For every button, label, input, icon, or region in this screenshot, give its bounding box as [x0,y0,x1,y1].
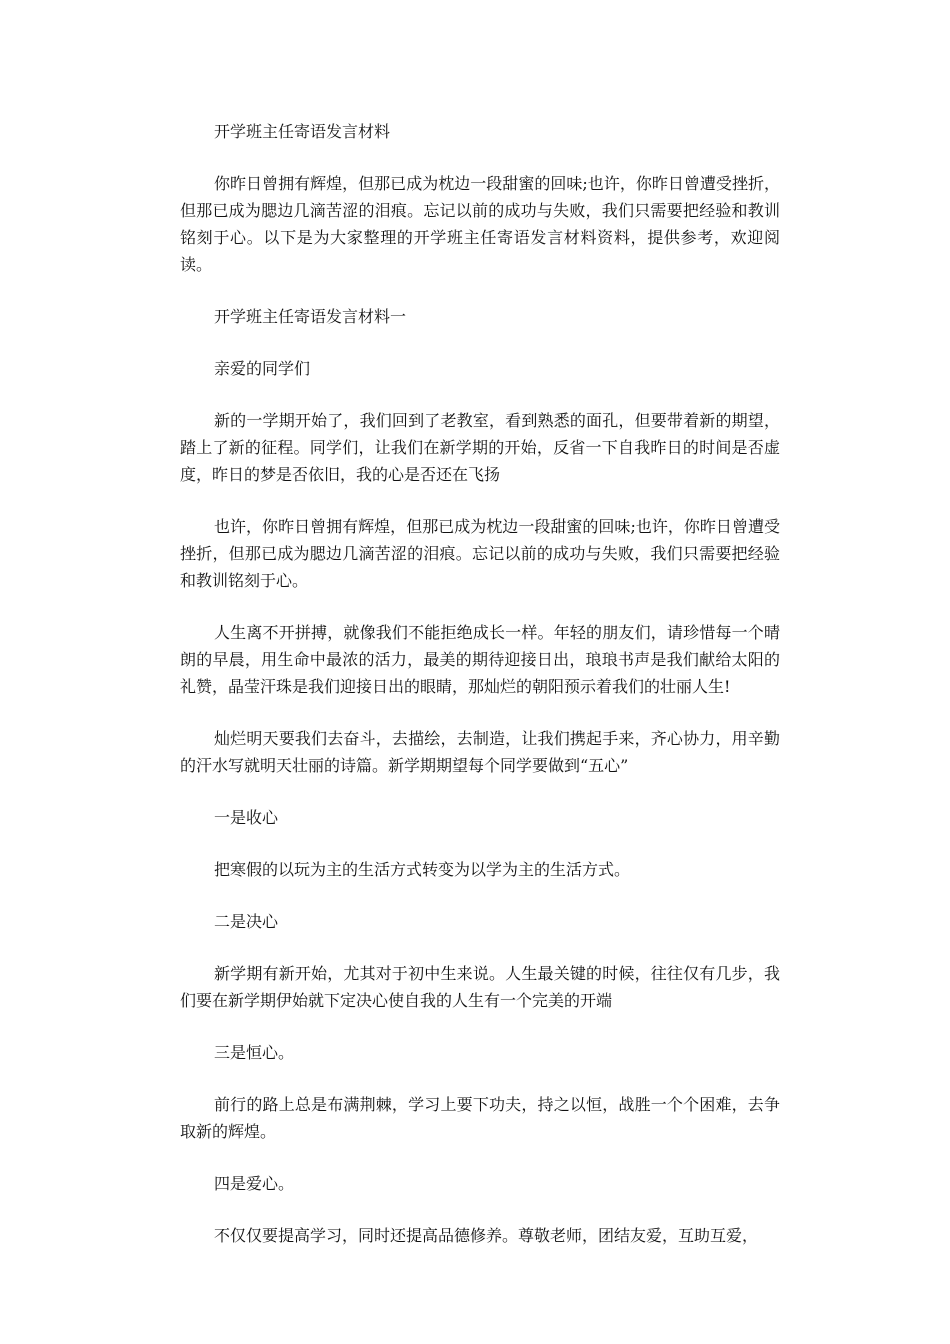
body-paragraph: 新学期有新开始，尤其对于初中生来说。人生最关键的时候，往往仅有几步，我们要在新学期伊始就下定决心使自我的人生有一个完美的开端 [180,964,780,1010]
body-paragraph: 把寒假的以玩为主的生活方式转变为以学为主的生活方式。 [214,860,631,879]
body-paragraph: 人生离不开拼搏，就像我们不能拒绝成长一样。年轻的朋友们，请珍惜每一个晴朗的早晨，用生命中最浓的活力，最美的期待迎接日出，琅琅书声是我们献给太阳的礼赞，晶莹汗珠是我们迎接日出的眼睛，那灿烂的朝阳预示着我们的壮丽人生! [180,623,780,696]
section-heading: 开学班主任寄语发言材料一 [214,307,407,326]
body-paragraph: 也许，你昨日曾拥有辉煌，但那已成为枕边一段甜蜜的回味;也许，你昨日曾遭受挫折，但那已成为腮边几滴苦涩的泪痕。忘记以前的成功与失败，我们只需要把经验和教训铭刻于心。 [180,517,780,590]
body-paragraph: 灿烂明天要我们去奋斗，去描绘，去制造，让我们携起手来，齐心协力，用辛勤的汗水写就明天壮丽的诗篇。新学期期望每个同学要做到“五心” [180,729,780,775]
body-paragraph: 前行的路上总是布满荆棘，学习上要下功夫，持之以恒，战胜一个个困难，去争取新的辉煌。 [180,1095,780,1141]
point-heading: 一是收心 [214,808,279,827]
point-heading: 三是恒心。 [214,1043,295,1062]
body-paragraph: 新的一学期开始了，我们回到了老教室，看到熟悉的面孔，但要带着新的期望，踏上了新的征程。同学们，让我们在新学期的开始，反省一下自我昨日的时间是否虚度，昨日的梦是否依旧，我的心是否还在飞扬 [180,411,780,484]
intro-paragraph: 你昨日曾拥有辉煌，但那已成为枕边一段甜蜜的回味;也许，你昨日曾遭受挫折，但那已成为腮边几滴苦涩的泪痕。忘记以前的成功与失败，我们只需要把经验和教训铭刻于心。以下是为大家整理的开学班主任寄语发言材料资料，提供参考，欢迎阅读。 [180,174,780,274]
body-paragraph: 不仅仅要提高学习，同时还提高品德修养。尊敬老师，团结友爱，互助互爱， [214,1226,759,1245]
document-body [180,118,780,1274]
point-heading: 二是决心 [214,912,279,931]
document-title: 开学班主任寄语发言材料 [214,122,391,141]
point-heading: 四是爱心。 [214,1174,295,1193]
salutation: 亲爱的同学们 [214,359,311,378]
